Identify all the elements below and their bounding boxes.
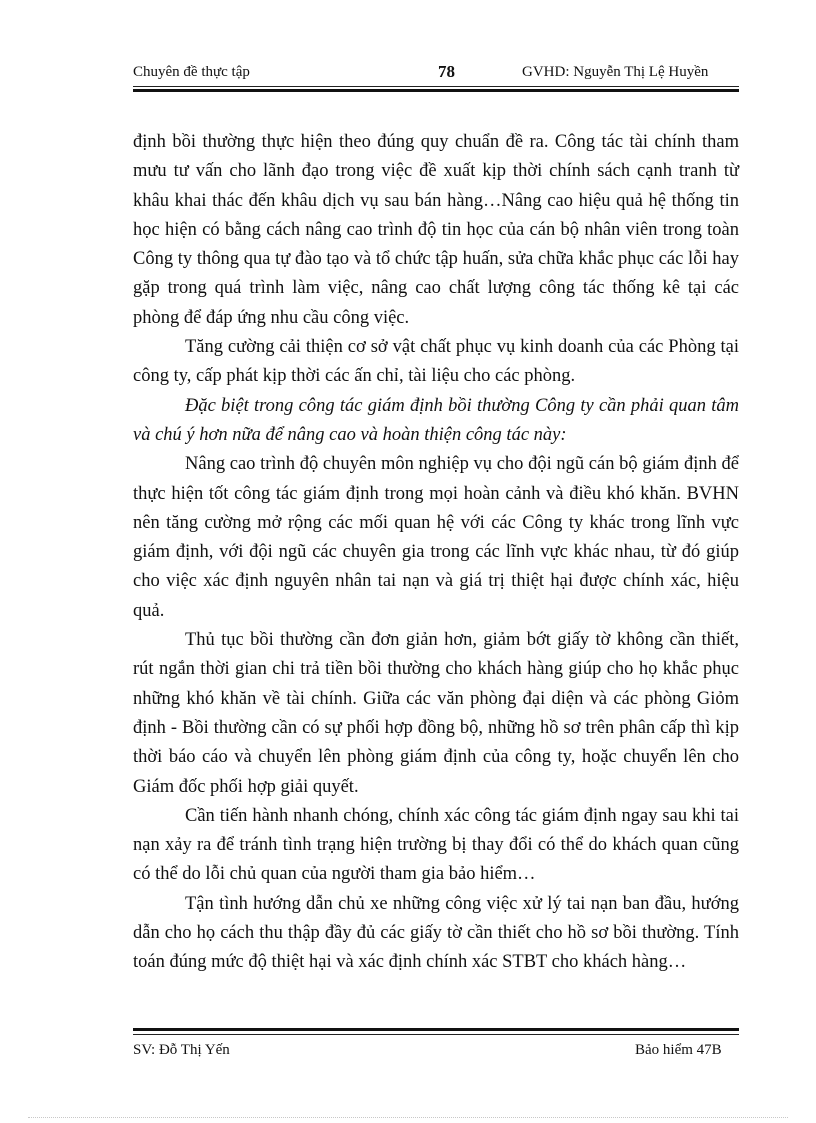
- header-supervisor: GVHD: Nguyễn Thị Lệ Huyền: [522, 64, 709, 80]
- header-rule-thick: [133, 89, 739, 92]
- footer-rule-thick: [133, 1028, 739, 1031]
- paragraph: Cần tiến hành nhanh chóng, chính xác công tác giám định ngay sau khi tai nạn xảy ra để tránh tình trạng hiện trường bị thay đổi có thể do khách quan cũng có thể do lỗi chủ quan của người tham gia bảo hiểm…: [133, 805, 739, 885]
- header-rule-thin: [133, 86, 739, 87]
- page-number: 78: [438, 62, 455, 81]
- paragraph: Tăng cường cải thiện cơ sở vật chất phục vụ kinh doanh của các Phòng tại công ty, cấp phát kịp thời các ấn chỉ, tài liệu cho các phòng.: [133, 337, 739, 387]
- page-edge-line: [28, 1117, 788, 1118]
- paragraph: Nâng cao trình độ chuyên môn nghiệp vụ cho đội ngũ cán bộ giám định để thực hiện tốt công tác giám định trong mọi hoàn cảnh và điều khó khăn. BVHN nên tăng cường mở rộng các mối quan hệ với các Công ty khác trong lĩnh vực giám định, với đội ngũ các chuyên gia trong các lĩnh vực khác nhau, từ đó giúp cho việc xác định nguyên nhân tai nạn và giá trị thiệt hại được chính xác, hiệu quả.: [133, 454, 739, 621]
- page-header: [133, 62, 739, 88]
- footer-class: Bảo hiểm 47B: [635, 1042, 722, 1058]
- body-text: [133, 128, 739, 978]
- footer-student: SV: Đỗ Thị Yến: [133, 1042, 230, 1058]
- paragraph: định bồi thường thực hiện theo đúng quy chuẩn đề ra. Công tác tài chính tham mưu tư vấn cho lãnh đạo trong việc đề xuất kịp thời chính sách cạnh tranh từ khâu khai thác đến khâu dịch vụ sau bán hàng…Nâng cao hiệu quả hệ thống tin học hiện có bằng cách nâng cao trình độ tin học của cán bộ nhân viên trong toàn Công ty thông qua tự đào tạo và tổ chức tập huấn, sửa chữa khắc phục các lỗi hay gặp trong quá trình làm việc, nâng cao chất lượng công tác thống kê tại các phòng để đáp ứng nhu cầu công việc.: [133, 132, 739, 328]
- paragraph: Thủ tục bồi thường cần đơn giản hơn, giảm bớt giấy tờ không cần thiết, rút ngắn thời gian chi trả tiền bồi thường cho khách hàng giúp cho họ khắc phục những khó khăn về tài chính. Giữa các văn phòng đại diện và các phòng Giỏm định - Bồi thường cần có sự phối hợp đồng bộ, những hồ sơ trên phân cấp thì kịp thời báo cáo và chuyển lên phòng giám định của công ty, hoặc chuyển lên cho Giám đốc phối hợp giải quyết.: [133, 630, 739, 797]
- footer-rule-thin: [133, 1034, 739, 1035]
- header-report-title: Chuyên đề thực tập: [133, 64, 250, 80]
- paragraph: Tận tình hướng dẫn chủ xe những công việc xử lý tai nạn ban đầu, hướng dẫn cho họ cách thu thập đầy đủ các giấy tờ cần thiết cho hồ sơ bồi thường. Tính toán đúng mức độ thiệt hại và xác định chính xác STBT cho khách hàng…: [133, 893, 739, 973]
- paragraph-emphasis: Đặc biệt trong công tác giám định bồi thường Công ty cần phải quan tâm và chú ý hơn nữa để nâng cao và hoàn thiện công tác này:: [133, 395, 739, 445]
